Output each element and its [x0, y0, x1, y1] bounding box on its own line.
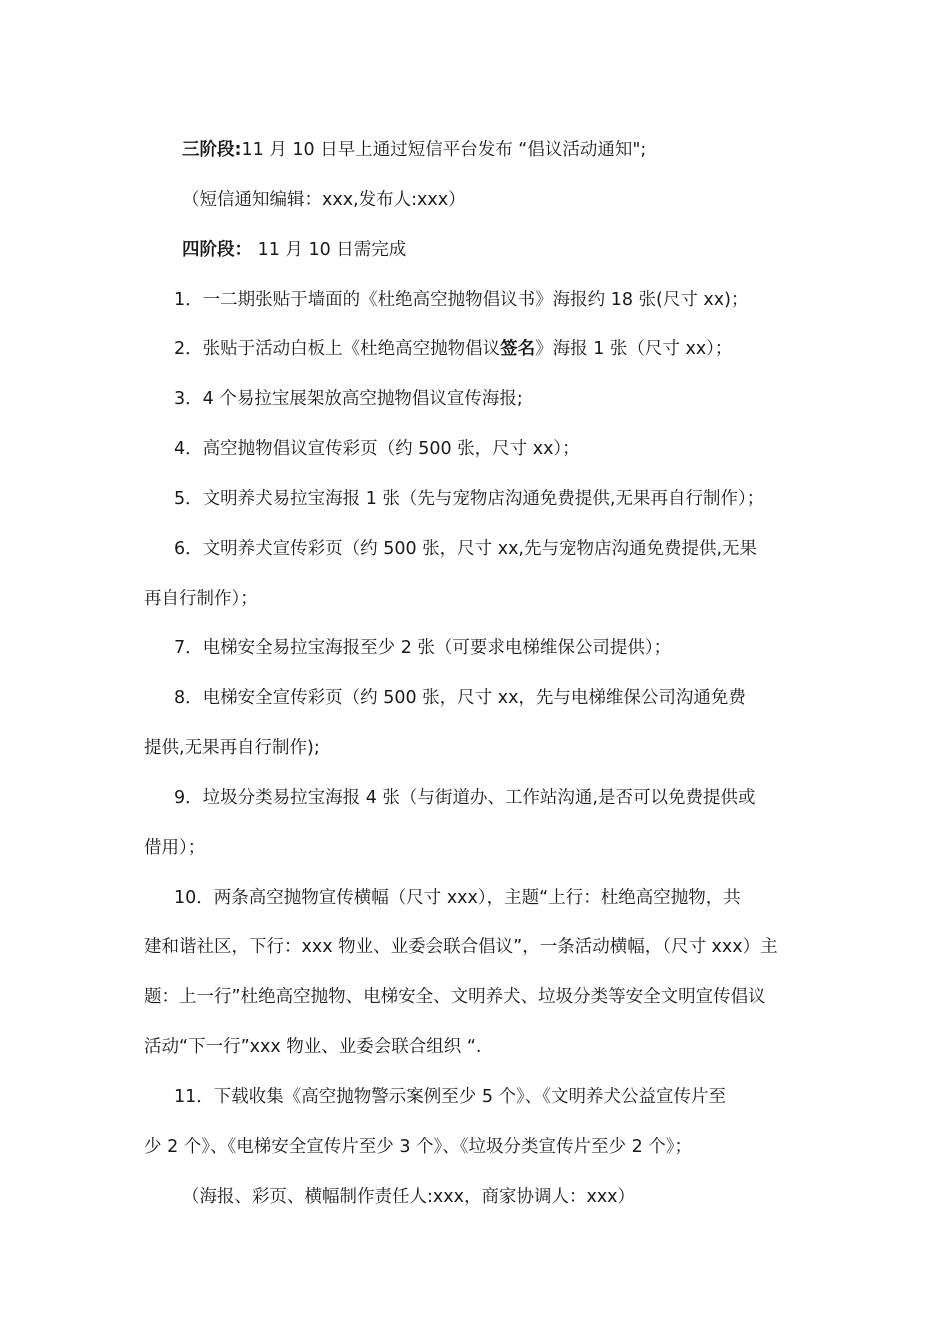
list-item-4: 4．高空抛物倡议宣传彩页（约 500 张，尺寸 xx）； — [174, 439, 580, 459]
list-item-6-line-1: 6．文明养犬宣传彩页（约 500 张，尺寸 xx,先与宠物店沟通免费提供,无果 — [174, 539, 758, 559]
list-item-10-line-4: 活动“下一行”xxx 物业、业委会联合组织 “. — [144, 1037, 482, 1057]
stage-3-line — [182, 138, 646, 162]
list-item-10-line-3: 题：上一行”杜绝高空抛物、电梯安全、文明养犬、垃圾分类等安全文明宣传倡议 — [144, 987, 766, 1007]
list-item-2-text-start: 2．张贴于活动白板上《杜绝高空抛物倡议 — [174, 339, 501, 359]
list-item-8-line-1: 8．电梯安全宣传彩页（约 500 张，尺寸 xx，先与电梯维保公司沟通免费 — [174, 688, 746, 708]
list-item-11-line-1: 11．下载收集《高空抛物警示案例至少 5 个》、《文明养犬公益宣传片至 — [174, 1087, 727, 1107]
stage-3-note: （短信通知编辑：xxx,发布人:xxx） — [182, 190, 466, 210]
list-item-2-text-end: 》海报 1 张（尺寸 xx）； — [535, 339, 733, 359]
stage-3-text: 11 月 10 日早上通过短信平台发布 “倡议活动通知"; — [241, 140, 647, 160]
stage-4-label: 四阶段： — [182, 240, 252, 260]
stage-4-text: 11 月 10 日需完成 — [252, 240, 407, 260]
list-item-11-line-2: 少 2 个》、《电梯安全宣传片至少 3 个》、《垃圾分类宣传片至少 2 个》； — [144, 1137, 693, 1157]
list-item-5: 5．文明养犬易拉宝海报 1 张（先与宠物店沟通免费提供,无果再自行制作）； — [174, 489, 765, 509]
list-item-10-line-1: 10．两条高空抛物宣传横幅（尺寸 xxx），主题“上行：杜绝高空抛物，共 — [174, 888, 741, 908]
list-item-3: 3．4 个易拉宝展架放高空抛物倡议宣传海报; — [174, 389, 523, 409]
responsible-note: （海报、彩页、横幅制作责任人:xxx，商家协调人：xxx） — [182, 1187, 636, 1207]
list-item-7: 7．电梯安全易拉宝海报至少 2 张（可要求电梯维保公司提供）； — [174, 638, 672, 658]
list-item-9-line-2: 借用）； — [144, 838, 206, 858]
list-item-2 — [174, 337, 732, 361]
list-item-10-line-2: 建和谐社区，下行：xxx 物业、业委会联合倡议”，一条活动横幅，（尺寸 xxx）主 — [144, 937, 778, 957]
list-item-8-line-2: 提供,无果再自行制作); — [144, 738, 320, 758]
stage-3-label: 三阶段: — [182, 140, 242, 160]
list-item-9-line-1: 9．垃圾分类易拉宝海报 4 张（与街道办、工作站沟通,是否可以免费提供或 — [174, 788, 756, 808]
list-item-1: 1．一二期张贴于墙面的《杜绝高空抛物倡议书》海报约 18 张(尺寸 xx)； — [174, 290, 749, 310]
list-item-2-bold: 签名 — [500, 339, 536, 359]
stage-4-line — [182, 238, 406, 262]
list-item-6-line-2: 再自行制作）； — [144, 589, 258, 609]
